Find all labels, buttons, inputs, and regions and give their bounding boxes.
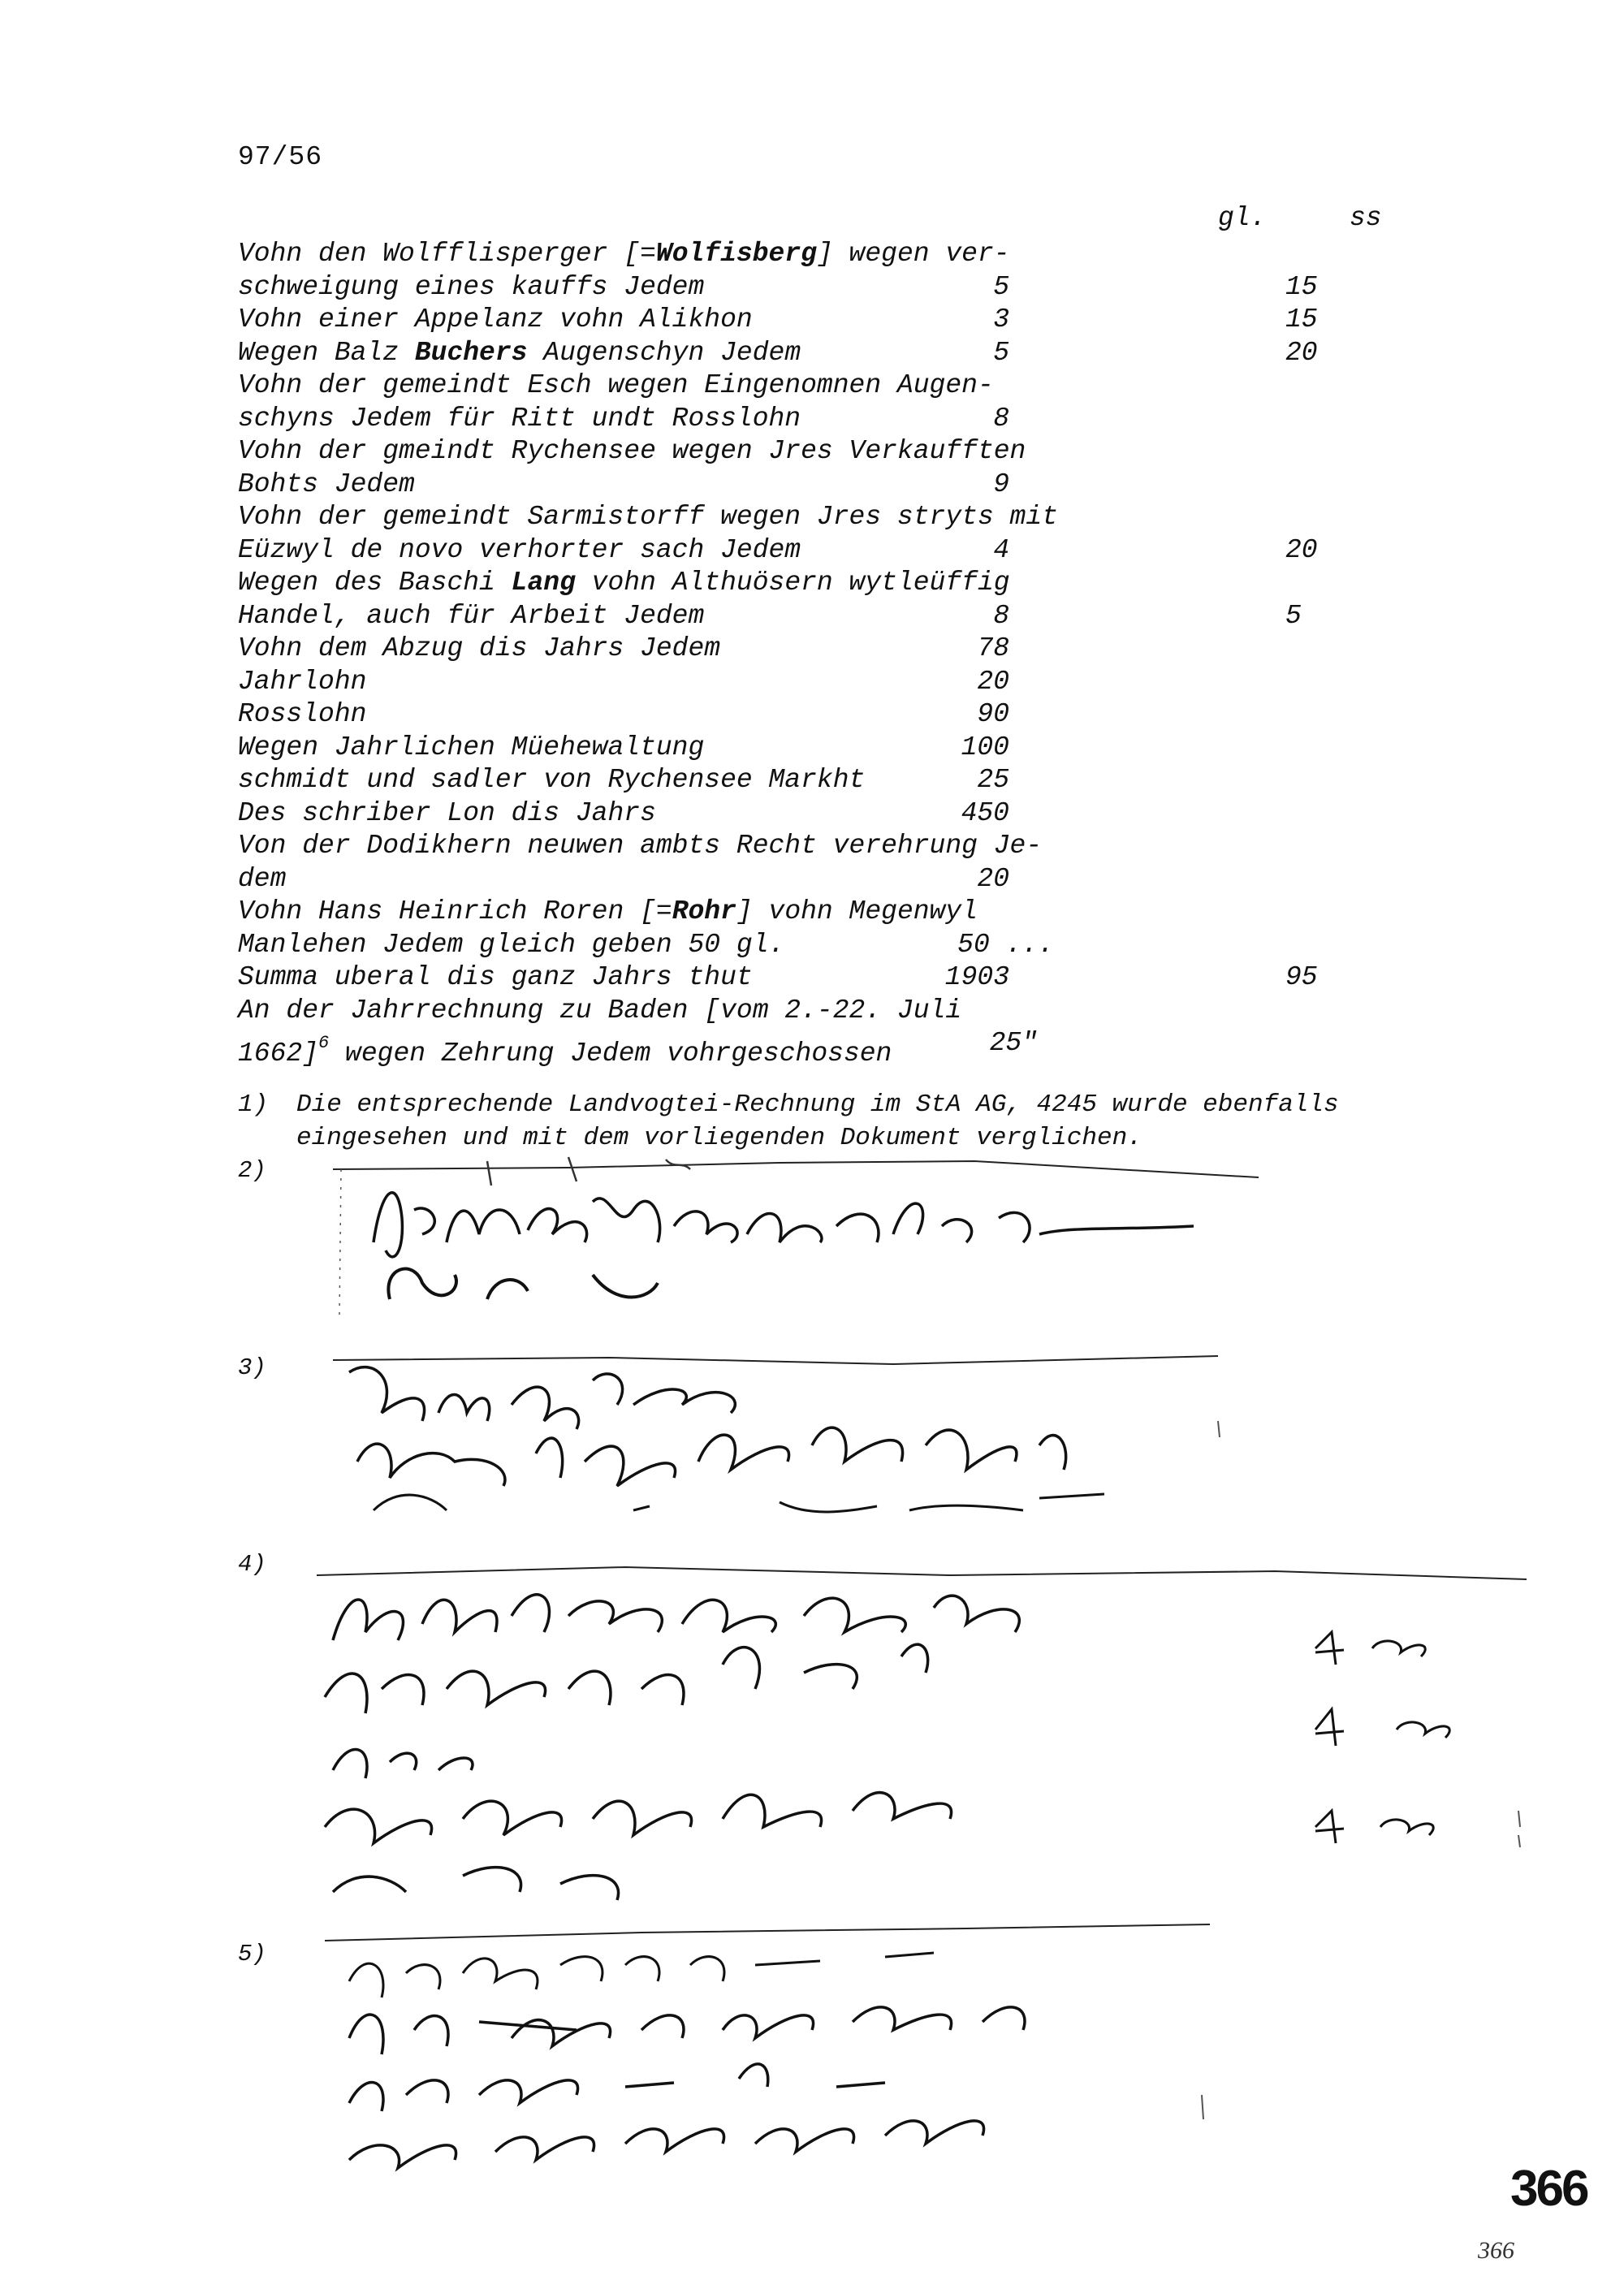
ledger-row — [238, 567, 1423, 600]
entry-text: Vohn der gmeindt Rychensee wegen Jres Verkaufften — [238, 436, 1026, 466]
ledger-row — [238, 304, 1423, 337]
ledger-row — [238, 929, 1423, 962]
footnote-text: Die entsprechende Landvogtei-Rechnung im StA AG, 4245 wurde ebenfalls — [296, 1091, 1339, 1119]
handwriting-scan-4 — [300, 1551, 1535, 1916]
footnote-5-label: 5) — [238, 1941, 266, 1967]
ledger-row — [238, 534, 1423, 568]
handwriting-scan-2 — [325, 1153, 1267, 1324]
amount-gl: 3 — [993, 304, 1009, 335]
footnote-3-label: 3) — [238, 1354, 266, 1381]
bold-name: Wolfisberg — [655, 239, 817, 269]
ledger-row — [238, 469, 1423, 502]
ledger-row — [238, 337, 1423, 370]
ledger-row — [238, 732, 1423, 765]
amount-gl: 9 — [993, 469, 1009, 499]
amount-gl: 8 — [993, 600, 1009, 631]
ledger-row — [238, 797, 1423, 831]
amount-ss: 95 — [1285, 962, 1318, 992]
entry-text: Vohn der gemeindt Esch wegen Eingenomnen Augen- — [238, 370, 994, 400]
ledger-row — [238, 600, 1423, 633]
entry-text: schmidt und sadler von Rychensee Markht — [238, 765, 866, 795]
amount-gl: 5 — [993, 337, 1009, 368]
archive-pencil-number: 366 — [1478, 2237, 1514, 2264]
ledger-row — [238, 403, 1423, 436]
entry-text: dem — [238, 863, 287, 894]
bold-name: Rohr — [672, 896, 736, 926]
ledger-row — [238, 633, 1423, 666]
entry-text: Vohn der gemeindt Sarmistorff wegen Jres stryts mit — [238, 502, 1058, 532]
entry-text: schyns Jedem für Ritt undt Rosslohn — [238, 403, 801, 434]
entry-text: Handel, auch für Arbeit Jedem — [238, 600, 705, 631]
entry-text: Wegen Balz Buchers Augenschyn Jedem — [238, 337, 801, 368]
entry-text: Summa uberal dis ganz Jahrs thut — [238, 962, 753, 992]
column-header-gl: gl. — [1218, 203, 1267, 233]
amount-gl: 20 — [977, 666, 1009, 697]
footnote-1 — [238, 1088, 1440, 1155]
footnote-2-label: 2) — [238, 1157, 266, 1184]
ledger-entries — [238, 238, 1423, 1069]
ledger-row — [238, 995, 1423, 1028]
amount-ss: 15 — [1285, 304, 1318, 335]
ledger-row — [238, 830, 1423, 863]
ledger-row — [238, 1027, 1423, 1069]
entry-text: Vohn dem Abzug dis Jahrs Jedem — [238, 633, 721, 663]
entry-text: Wegen Jahrlichen Müehewaltung — [238, 732, 705, 762]
entry-text: Vohn Hans Heinrich Roren [=Rohr] vohn Megenwyl — [238, 896, 978, 926]
amount-gl: 50 ... — [957, 929, 1054, 960]
ledger-row — [238, 863, 1423, 896]
entry-text: An der Jahrrechnung zu Baden [vom 2.-22. Juli — [238, 995, 962, 1026]
entry-text: Des schriber Lon dis Jahrs — [238, 797, 656, 828]
entry-text: Jahrlohn — [238, 666, 367, 697]
archive-page-stamp: 366 — [1510, 2161, 1587, 2217]
entry-text: Wegen des Baschi Lang vohn Althuösern wytleüffig — [238, 568, 1010, 598]
footnote-4-label: 4) — [238, 1551, 266, 1578]
entry-text: Manlehen Jedem gleich geben 50 gl. — [238, 929, 785, 960]
amount-ss: 5 — [1285, 600, 1302, 631]
ledger-row — [238, 896, 1423, 929]
amount-gl: 100 — [961, 732, 1009, 762]
ledger-row — [238, 369, 1423, 403]
bold-name: Buchers — [414, 337, 528, 368]
ledger-row — [238, 435, 1423, 469]
amount-gl: 25" — [989, 1028, 1038, 1058]
ledger-row — [238, 501, 1423, 534]
amount-ss: 20 — [1285, 534, 1318, 565]
entry-text — [238, 1027, 892, 1070]
handwriting-scan-3 — [325, 1348, 1234, 1527]
entry-text: Eüzwyl de novo verhorter sach Jedem — [238, 534, 801, 565]
entry-text: schweigung eines kauffs Jedem — [238, 271, 705, 302]
amount-ss: 20 — [1285, 337, 1318, 368]
column-header-ss: ss — [1350, 203, 1382, 233]
ledger-row — [238, 271, 1423, 304]
amount-gl: 25 — [977, 765, 1009, 795]
footnote-marker: 6 — [318, 1033, 330, 1053]
amount-gl: 20 — [977, 863, 1009, 894]
entry-text: Rosslohn — [238, 699, 367, 729]
ledger-row — [238, 666, 1423, 699]
entry-text: Vohn den Wolfflisperger [=Wolfisberg] wegen ver- — [238, 239, 1010, 269]
entry-text-tail: wegen Zehrung Jedem vohrgeschossen — [329, 1039, 892, 1069]
amount-gl: 4 — [993, 534, 1009, 565]
amount-gl: 8 — [993, 403, 1009, 434]
footnote-text: eingesehen und mit dem vorliegenden Dokument verglichen. — [296, 1124, 1142, 1152]
entry-text: Vohn einer Appelanz vohn Alikhon — [238, 304, 753, 335]
bold-name: Lang — [511, 568, 576, 598]
ledger-row — [238, 698, 1423, 732]
footnote-label: 1) — [238, 1091, 269, 1119]
amount-gl: 1903 — [944, 962, 1009, 992]
page-reference: 97/56 — [238, 142, 323, 172]
entry-text: Bohts Jedem — [238, 469, 415, 499]
ledger-row — [238, 764, 1423, 797]
ledger-row — [238, 961, 1423, 995]
amount-ss: 15 — [1285, 271, 1318, 302]
amount-gl: 450 — [961, 797, 1009, 828]
ledger-row — [238, 238, 1423, 271]
amount-gl: 78 — [977, 633, 1009, 663]
amount-gl: 5 — [993, 271, 1009, 302]
entry-year: 1662] — [238, 1039, 319, 1069]
amount-gl: 90 — [977, 699, 1009, 729]
entry-text: Von der Dodikhern neuwen ambts Recht verehrung Je- — [238, 831, 1043, 861]
handwriting-scan-5 — [317, 1916, 1226, 2184]
